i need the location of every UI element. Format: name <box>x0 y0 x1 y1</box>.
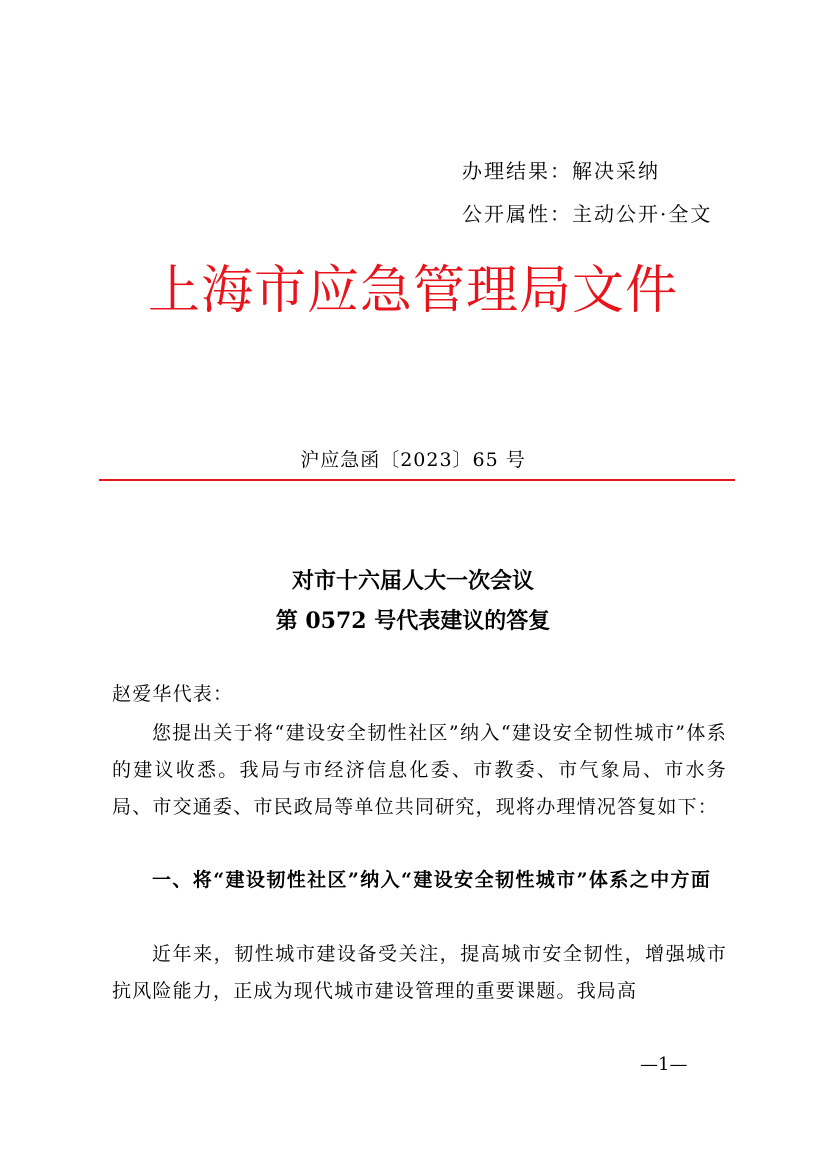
section-heading-1: 一、将“建设韧性社区”纳入“建设安全韧性城市”体系之中方面 <box>152 869 712 891</box>
body-paragraph-2: 近年来，韧性城市建设备受关注，提高城市安全韧性，增强城市抗风险能力，正成为现代城市建设管理的重要课题。我局高 <box>112 943 727 1002</box>
document-title-line-2: 第 0572 号代表建议的答复 <box>275 608 551 634</box>
disclosure-attribute: 公开属性：主动公开·全文 <box>462 202 713 226</box>
handling-result: 办理结果：解决采纳 <box>462 159 660 183</box>
body-paragraph-1: 您提出关于将“建设安全韧性社区”纳入“建设安全韧性城市”体系的建议收悉。我局与市经济信息化委、市教委、市气象局、市水务局、市交通委、市民政局等单位共同研究，现将办理情况答复如下： <box>112 722 727 818</box>
document-header-title: 上海市应急管理局文件 <box>147 261 678 321</box>
salutation: 赵爱华代表： <box>112 683 234 705</box>
document-number: 沪应急函〔2023〕65 号 <box>300 449 526 471</box>
red-header-rule <box>99 479 735 481</box>
document-title-line-1: 对市十六届人大一次会议 <box>291 568 534 594</box>
page-number: —1— <box>640 1054 688 1075</box>
